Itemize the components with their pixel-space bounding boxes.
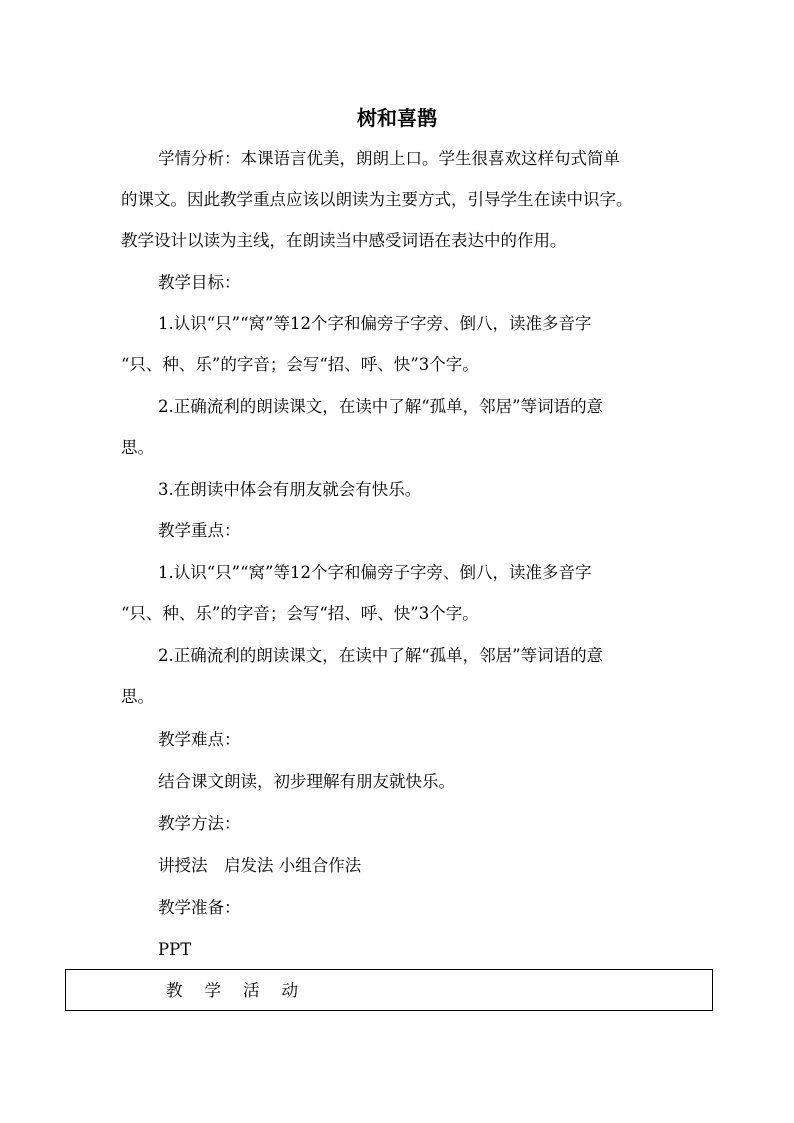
key-point-2-line-1: 2.正确流利的朗读课文，在读中了解“孤单，邻居”等词语的意 [158,646,604,665]
objective-2-line-2: 思。 [121,438,154,457]
objective-2-line-1: 2.正确流利的朗读课文，在读中了解“孤单，邻居”等词语的意 [158,397,604,416]
key-point-1-line-1: 1.认识“只”“窝”等12个字和偏旁子字旁、倒八，读准多音字 [158,563,592,582]
key-point-1-line-2: “只、种、乐”的字音；会写“招、呼、快”3个字。 [121,604,479,623]
preparation-heading: 教学准备： [158,898,241,917]
difficulties-heading: 教学难点： [158,730,241,749]
analysis-line-1: 学情分析：本课语言优美，朗朗上口。学生很喜欢这样句式简单 [158,149,620,168]
document-title: 树和喜鹊 [357,106,437,130]
analysis-line-2: 的课文。因此教学重点应该以朗读为主要方式，引导学生在读中识字。 [121,190,633,209]
methods-text: 讲授法 启发法 小组合作法 [158,856,362,875]
key-point-2-line-2: 思。 [121,687,154,706]
objective-1-line-2: “只、种、乐”的字音；会写“招、呼、快”3个字。 [121,355,479,374]
objectives-heading: 教学目标： [158,273,241,292]
difficulties-text: 结合课文朗读，初步理解有朋友就快乐。 [158,772,455,791]
activity-table-header: 教学活动 [166,981,320,1000]
activity-table [65,969,713,1011]
preparation-text: PPT [158,940,192,959]
objective-3: 3.在朗读中体会有朋友就会有快乐。 [158,480,422,499]
methods-heading: 教学方法： [158,814,241,833]
objective-1-line-1: 1.认识“只”“窝”等12个字和偏旁子字旁、倒八，读准多音字 [158,314,592,333]
analysis-line-3: 教学设计以读为主线，在朗读当中感受词语在表达中的作用。 [121,231,567,250]
key-points-heading: 教学重点： [158,521,241,540]
